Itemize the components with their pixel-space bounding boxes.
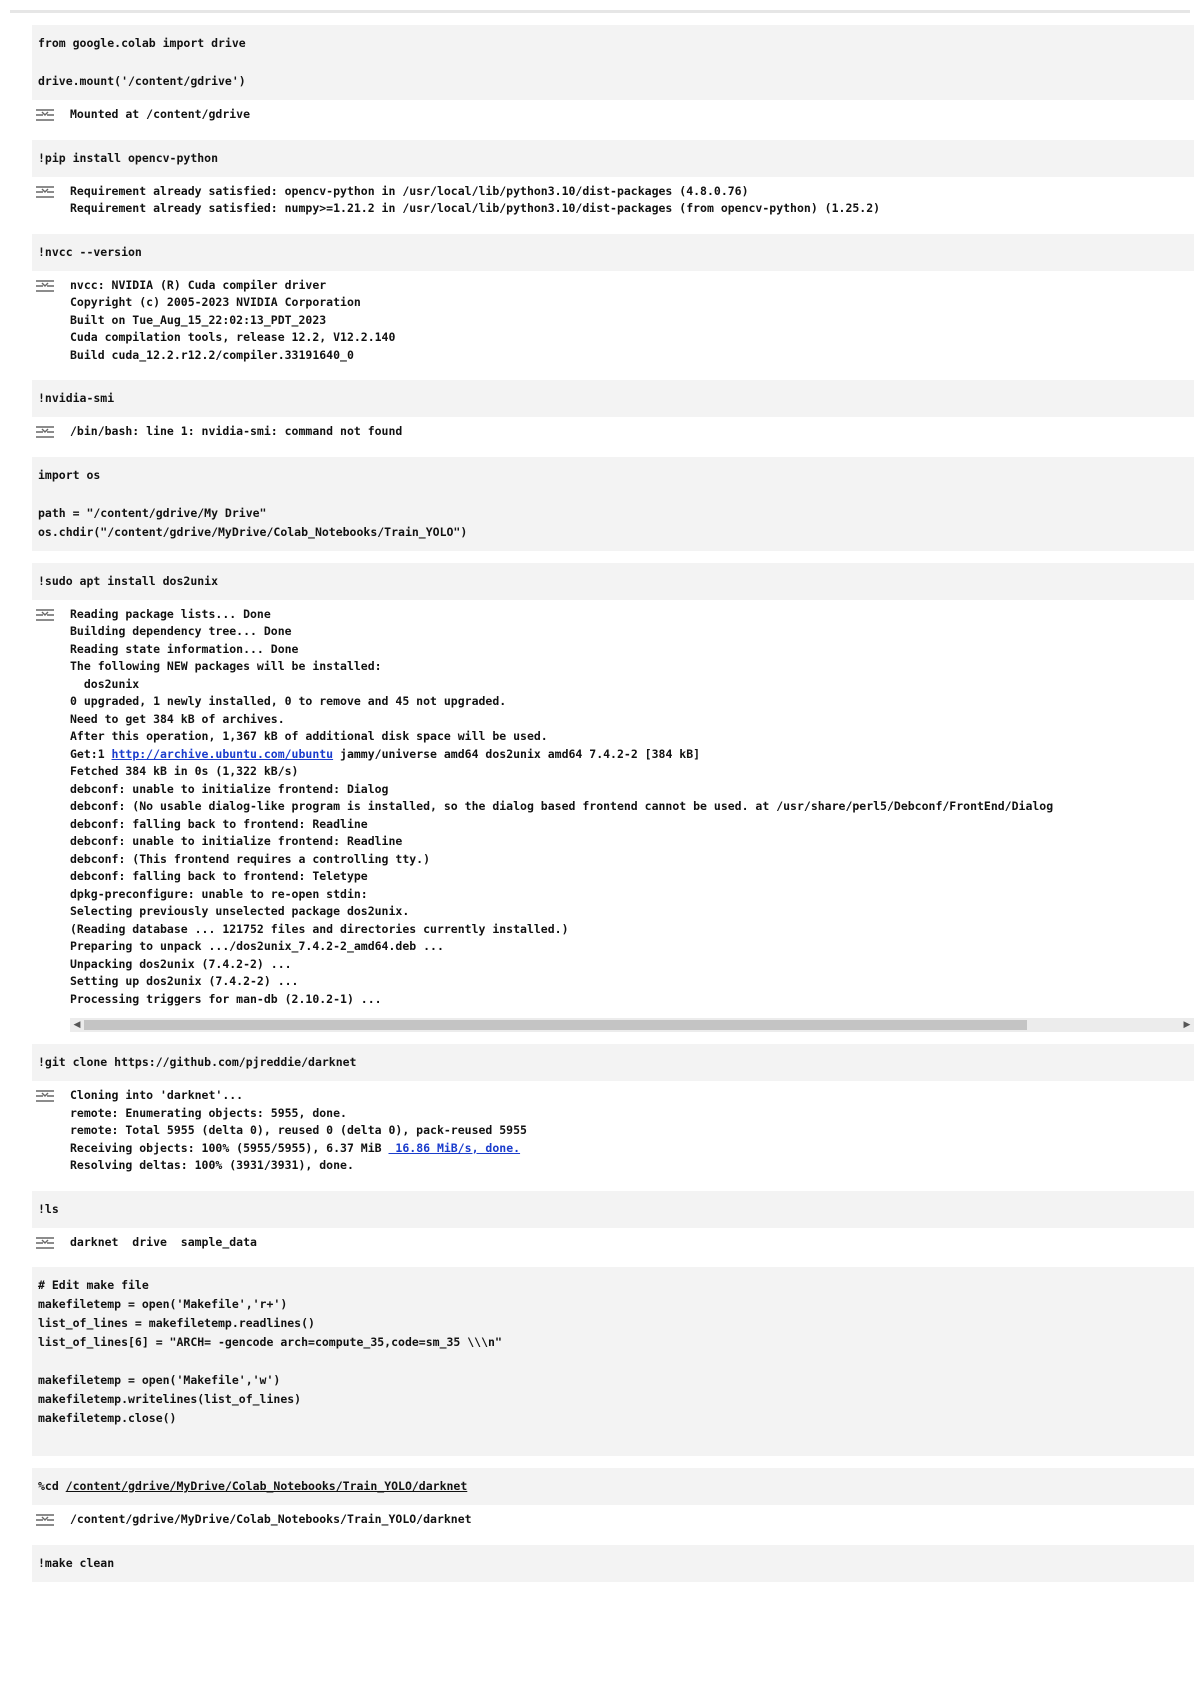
code-line: drive.mount('/content/gdrive') — [38, 74, 246, 88]
output-line: Cuda compilation tools, release 12.2, V12.2.140 — [70, 330, 396, 344]
code-editor[interactable] — [32, 1191, 1194, 1228]
output-line: Requirement already satisfied: numpy>=1.21.2 in /usr/local/lib/python3.10/dist-packages (from opencv-python) (1.25.2) — [70, 201, 881, 215]
code-line — [38, 1477, 1188, 1496]
cell-output — [32, 271, 1194, 369]
notebook-cell — [32, 563, 1194, 1033]
cell-output — [32, 1505, 1194, 1533]
code-line: from google.colab import drive — [38, 36, 246, 50]
link[interactable]: 16.86 MiB/s, done. — [388, 1140, 521, 1155]
output-line: Built on Tue_Aug_15_22:02:13_PDT_2023 — [70, 312, 327, 327]
code-editor[interactable] — [32, 140, 1194, 177]
output-line: debconf: (This frontend requires a controlling tty.) — [70, 851, 431, 866]
code-line — [38, 53, 1188, 72]
notebook-cell — [32, 1468, 1194, 1533]
code-line: makefiletemp.close() — [38, 1411, 177, 1425]
code-line — [38, 485, 1188, 504]
top-divider — [10, 10, 1190, 13]
code-editor[interactable] — [32, 457, 1194, 551]
output-line: darknet drive sample_data — [70, 1234, 257, 1249]
code-line: !nvidia-smi — [38, 391, 115, 405]
output-line: Building dependency tree... Done — [70, 624, 292, 638]
code-line: !nvcc --version — [38, 244, 142, 259]
output-toggle-icon[interactable] — [32, 1234, 70, 1251]
code-line: !make clean — [38, 1555, 115, 1570]
code-line — [38, 1428, 1188, 1447]
code-editor[interactable] — [32, 234, 1194, 271]
code-line: import os — [38, 467, 101, 482]
text-segment: jammy/universe amd64 dos2unix amd64 7.4.2-2 [384 kB] — [333, 746, 701, 761]
output-line: debconf: unable to initialize frontend: Readline — [70, 834, 403, 848]
output-line: /content/gdrive/MyDrive/Colab_Notebooks/Train_YOLO/darknet — [70, 1512, 472, 1526]
output-line: Reading state information... Done — [70, 641, 299, 656]
code-editor[interactable] — [32, 1267, 1194, 1456]
output-toggle-icon[interactable] — [32, 106, 70, 123]
notebook-cell — [32, 380, 1194, 445]
output-text — [70, 423, 1194, 441]
output-line: Need to get 384 kB of archives. — [70, 711, 285, 726]
output-line: Preparing to unpack .../dos2unix_7.4.2-2_amd64.deb ... — [70, 939, 444, 953]
scroll-left-icon[interactable]: ◀ — [73, 1020, 81, 1030]
link[interactable]: http://archive.ubuntu.com/ubuntu — [111, 746, 334, 761]
cell-output — [32, 100, 1194, 128]
output-text — [70, 106, 1194, 124]
code-editor[interactable] — [32, 1044, 1194, 1081]
cell-output — [32, 417, 1194, 445]
code-line: !git clone https://github.com/pjreddie/darknet — [38, 1055, 357, 1069]
cell-output — [32, 1228, 1194, 1256]
output-line: dpkg-preconfigure: unable to re-open stdin: — [70, 886, 368, 901]
output-text — [70, 1511, 1194, 1529]
output-text — [70, 606, 1194, 1009]
output-line: Unpacking dos2unix (7.4.2-2) ... — [70, 956, 292, 971]
output-line: Requirement already satisfied: opencv-python in /usr/local/lib/python3.10/dist-packages (4.8.0.76) — [70, 183, 749, 198]
notebook-cell — [32, 1545, 1194, 1582]
output-line — [70, 746, 1194, 764]
code-line: !ls — [38, 1201, 59, 1216]
output-line: debconf: falling back to frontend: Teletype — [70, 869, 368, 883]
output-line: (Reading database ... 121752 files and directories currently installed.) — [70, 921, 569, 936]
code-editor[interactable] — [32, 1468, 1194, 1505]
output-line: Copyright (c) 2005-2023 NVIDIA Corporation — [70, 295, 361, 309]
output-line: remote: Enumerating objects: 5955, done. — [70, 1105, 347, 1120]
notebook-cell — [32, 1044, 1194, 1179]
output-toggle-icon[interactable] — [32, 1511, 70, 1528]
notebook-cell — [32, 1267, 1194, 1456]
output-toggle-icon[interactable] — [32, 183, 70, 200]
output-line: /bin/bash: line 1: nvidia-smi: command not found — [70, 424, 403, 438]
code-line: makefiletemp = open('Makefile','r+') — [38, 1297, 288, 1311]
output-toggle-icon[interactable] — [32, 1087, 70, 1104]
output-toggle-icon[interactable] — [32, 423, 70, 440]
code-line: makefiletemp = open('Makefile','w') — [38, 1373, 281, 1387]
link[interactable]: /content/gdrive/MyDrive/Colab_Notebooks/Train_YOLO/darknet — [65, 1479, 468, 1493]
output-line: The following NEW packages will be installed: — [70, 659, 382, 673]
output-toggle-icon[interactable] — [32, 606, 70, 623]
code-line: os.chdir("/content/gdrive/MyDrive/Colab_Notebooks/Train_YOLO") — [38, 524, 468, 539]
output-toggle-icon[interactable] — [32, 277, 70, 294]
code-line: makefiletemp.writelines(list_of_lines) — [38, 1392, 302, 1406]
text-segment: Receiving objects: 100% (5955/5955), 6.37 MiB — [70, 1140, 389, 1155]
cell-output — [32, 177, 1194, 222]
output-text — [70, 1087, 1194, 1175]
code-editor[interactable] — [32, 380, 1194, 417]
output-line: debconf: falling back to frontend: Readline — [70, 816, 368, 831]
horizontal-scrollbar[interactable] — [70, 1018, 1194, 1032]
scrollbar-thumb[interactable] — [84, 1020, 1027, 1030]
code-editor[interactable] — [32, 563, 1194, 600]
scroll-right-icon[interactable]: ▶ — [1183, 1020, 1191, 1030]
output-line: After this operation, 1,367 kB of additional disk space will be used. — [70, 729, 548, 743]
output-line: Resolving deltas: 100% (3931/3931), done. — [70, 1158, 354, 1172]
output-text — [70, 277, 1194, 365]
notebook-cell — [32, 25, 1194, 128]
output-line: Selecting previously unselected package dos2unix. — [70, 904, 410, 918]
output-line: 0 upgraded, 1 newly installed, 0 to remove and 45 not upgraded. — [70, 694, 507, 708]
output-line: Reading package lists... Done — [70, 606, 271, 621]
code-line: # Edit make file — [38, 1278, 149, 1292]
code-line — [38, 1352, 1188, 1371]
output-line: remote: Total 5955 (delta 0), reused 0 (delta 0), pack-reused 5955 — [70, 1123, 527, 1137]
notebook-cell — [32, 457, 1194, 551]
output-line: Setting up dos2unix (7.4.2-2) ... — [70, 974, 299, 988]
code-editor[interactable] — [32, 25, 1194, 100]
output-line: Processing triggers for man-db (2.10.2-1) ... — [70, 991, 382, 1006]
code-line: path = "/content/gdrive/My Drive" — [38, 505, 267, 520]
text-segment: %cd — [38, 1479, 66, 1493]
output-text — [70, 1234, 1194, 1252]
cell-output — [32, 600, 1194, 1013]
output-line: Mounted at /content/gdrive — [70, 107, 251, 121]
code-line: list_of_lines = makefiletemp.readlines() — [38, 1316, 315, 1330]
scrollbar-track[interactable] — [84, 1018, 1180, 1032]
code-editor[interactable] — [32, 1545, 1194, 1582]
notebook-cell — [32, 234, 1194, 369]
output-line: Cloning into 'darknet'... — [70, 1088, 244, 1102]
output-line: Build cuda_12.2.r12.2/compiler.33191640_0 — [70, 347, 354, 362]
output-line: Fetched 384 kB in 0s (1,322 kB/s) — [70, 764, 299, 778]
code-line: list_of_lines[6] = "ARCH= -gencode arch=compute_35,code=sm_35 \\\n" — [38, 1335, 502, 1349]
notebook-cell — [32, 140, 1194, 222]
code-line: !pip install opencv-python — [38, 150, 219, 165]
output-line: debconf: unable to initialize frontend: Dialog — [70, 781, 389, 796]
output-line — [70, 1140, 1194, 1158]
output-line: dos2unix — [70, 676, 140, 691]
output-text — [70, 183, 1194, 218]
notebook — [32, 25, 1194, 1582]
notebook-cell — [32, 1191, 1194, 1256]
cell-output — [32, 1081, 1194, 1179]
code-line: !sudo apt install dos2unix — [38, 573, 219, 588]
text-segment: Get:1 — [70, 746, 112, 761]
output-line: nvcc: NVIDIA (R) Cuda compiler driver — [70, 277, 327, 292]
output-line: debconf: (No usable dialog-like program is installed, so the dialog based frontend cannot be used. at /usr/share/perl5/Debconf/FrontEnd/Dialog — [70, 799, 1054, 813]
